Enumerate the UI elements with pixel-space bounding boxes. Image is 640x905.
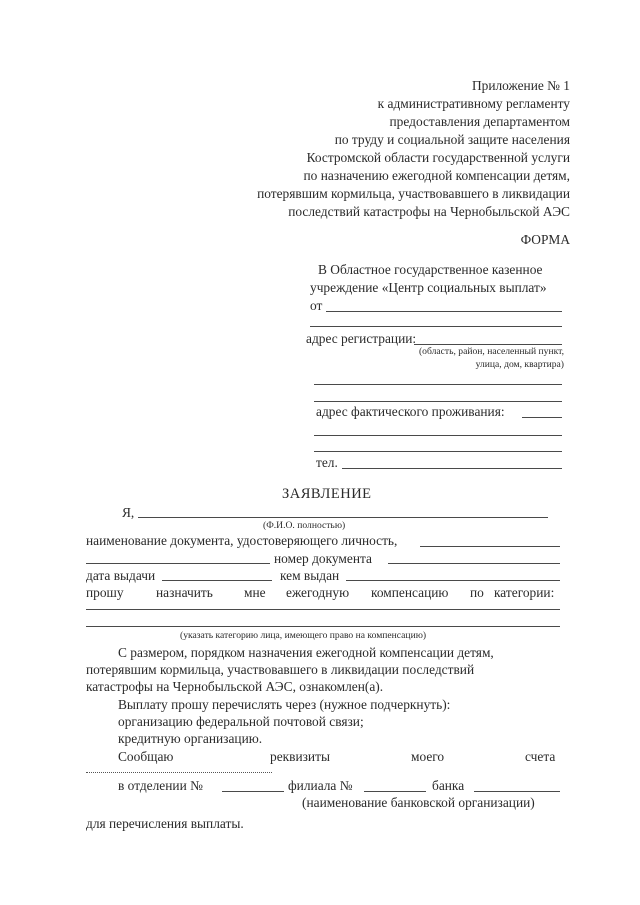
filial-field[interactable]	[364, 791, 426, 792]
actual-address-label: адрес фактического проживания:	[316, 404, 505, 419]
reg-address-field-line2[interactable]	[314, 384, 562, 385]
actual-address-field-line3[interactable]	[314, 451, 562, 452]
paragraph-line: С размером, порядком назначения ежегодной компенсации детям,	[118, 645, 494, 660]
payment-option-post[interactable]: организацию федеральной почтовой связи;	[118, 714, 364, 729]
form-label: ФОРМА	[520, 232, 570, 247]
actual-address-field-line2[interactable]	[314, 435, 562, 436]
report-word: моего	[411, 749, 445, 764]
header-line: к административному регламенту	[377, 96, 570, 111]
header-line: Костромской области государственной услуги	[306, 150, 570, 165]
bank-label: банка	[432, 778, 465, 793]
paragraph-line: катастрофы на Чернобыльской АЭС, ознакомлен(а).	[86, 679, 384, 694]
issue-date-field[interactable]	[162, 580, 272, 581]
request-word: компенсацию	[371, 585, 449, 600]
from-field-line2[interactable]	[310, 326, 562, 327]
request-word: прошу	[86, 585, 124, 600]
request-word: категории:	[494, 585, 555, 600]
header-line: предоставления департаментом	[389, 114, 570, 129]
issue-date-label: дата выдачи	[86, 568, 156, 583]
from-label: от	[310, 298, 323, 313]
fio-hint: (Ф.И.О. полностью)	[263, 520, 346, 531]
recipient-line: В Областное государственное казенное	[318, 262, 543, 277]
header-line: по назначению ежегодной компенсации детям,	[303, 168, 570, 183]
request-word: по	[470, 585, 484, 600]
phone-label: тел.	[316, 455, 338, 470]
doc-name-field-line2[interactable]	[86, 563, 270, 564]
request-word: назначить	[156, 585, 213, 600]
filial-label: филиала №	[288, 778, 353, 793]
fio-field[interactable]	[138, 517, 548, 518]
recipient-line: учреждение «Центр социальных выплат»	[310, 280, 547, 295]
doc-number-field[interactable]	[388, 563, 560, 564]
appendix-number: Приложение № 1	[471, 78, 570, 93]
phone-field[interactable]	[342, 468, 562, 469]
reg-address-hint: (область, район, населенный пункт,	[418, 346, 564, 357]
request-word: ежегодную	[286, 585, 350, 600]
reg-address-field[interactable]	[414, 344, 562, 345]
header-line: потерявшим кормильца, участвовавшего в ликвидации	[257, 186, 570, 201]
report-word: Сообщаю	[118, 749, 174, 764]
actual-address-field[interactable]	[522, 417, 562, 418]
document-title: ЗАЯВЛЕНИЕ	[282, 486, 372, 502]
bank-field[interactable]	[474, 791, 560, 792]
payment-instruction: Выплату прошу перечислять через (нужное подчеркнуть):	[118, 697, 451, 712]
header-line: по труду и социальной защите населения	[334, 132, 570, 147]
request-word: мне	[244, 585, 266, 600]
i-label: Я,	[122, 505, 135, 520]
branch-field[interactable]	[222, 791, 284, 792]
issued-by-field[interactable]	[346, 580, 560, 581]
doc-name-label: наименование документа, удостоверяющего личность,	[86, 533, 398, 548]
report-word: счета	[525, 749, 556, 764]
reg-address-label: адрес регистрации:	[306, 331, 417, 346]
doc-name-field[interactable]	[420, 546, 560, 547]
bank-hint: (наименование банковской организации)	[302, 795, 535, 810]
paragraph-line: потерявшим кормильца, участвовавшего в ликвидации последствий	[86, 662, 475, 677]
issued-by-label: кем выдан	[280, 568, 340, 583]
reg-address-field-line3[interactable]	[314, 401, 562, 402]
doc-number-label: номер документа	[274, 551, 372, 566]
header-line: последствий катастрофы на Чернобыльской АЭС	[288, 204, 570, 219]
final-line: для перечисления выплаты.	[86, 816, 244, 831]
account-field[interactable]	[86, 772, 272, 773]
from-field[interactable]	[326, 311, 562, 312]
category-field-line2[interactable]	[86, 626, 560, 627]
category-hint: (указать категорию лица, имеющего право на компенсацию)	[180, 630, 427, 641]
branch-label: в отделении №	[118, 778, 203, 793]
report-word: реквизиты	[270, 749, 330, 764]
payment-option-bank[interactable]: кредитную организацию.	[118, 731, 263, 746]
reg-address-hint: улица, дом, квартира)	[475, 359, 564, 370]
category-field[interactable]	[86, 609, 560, 610]
